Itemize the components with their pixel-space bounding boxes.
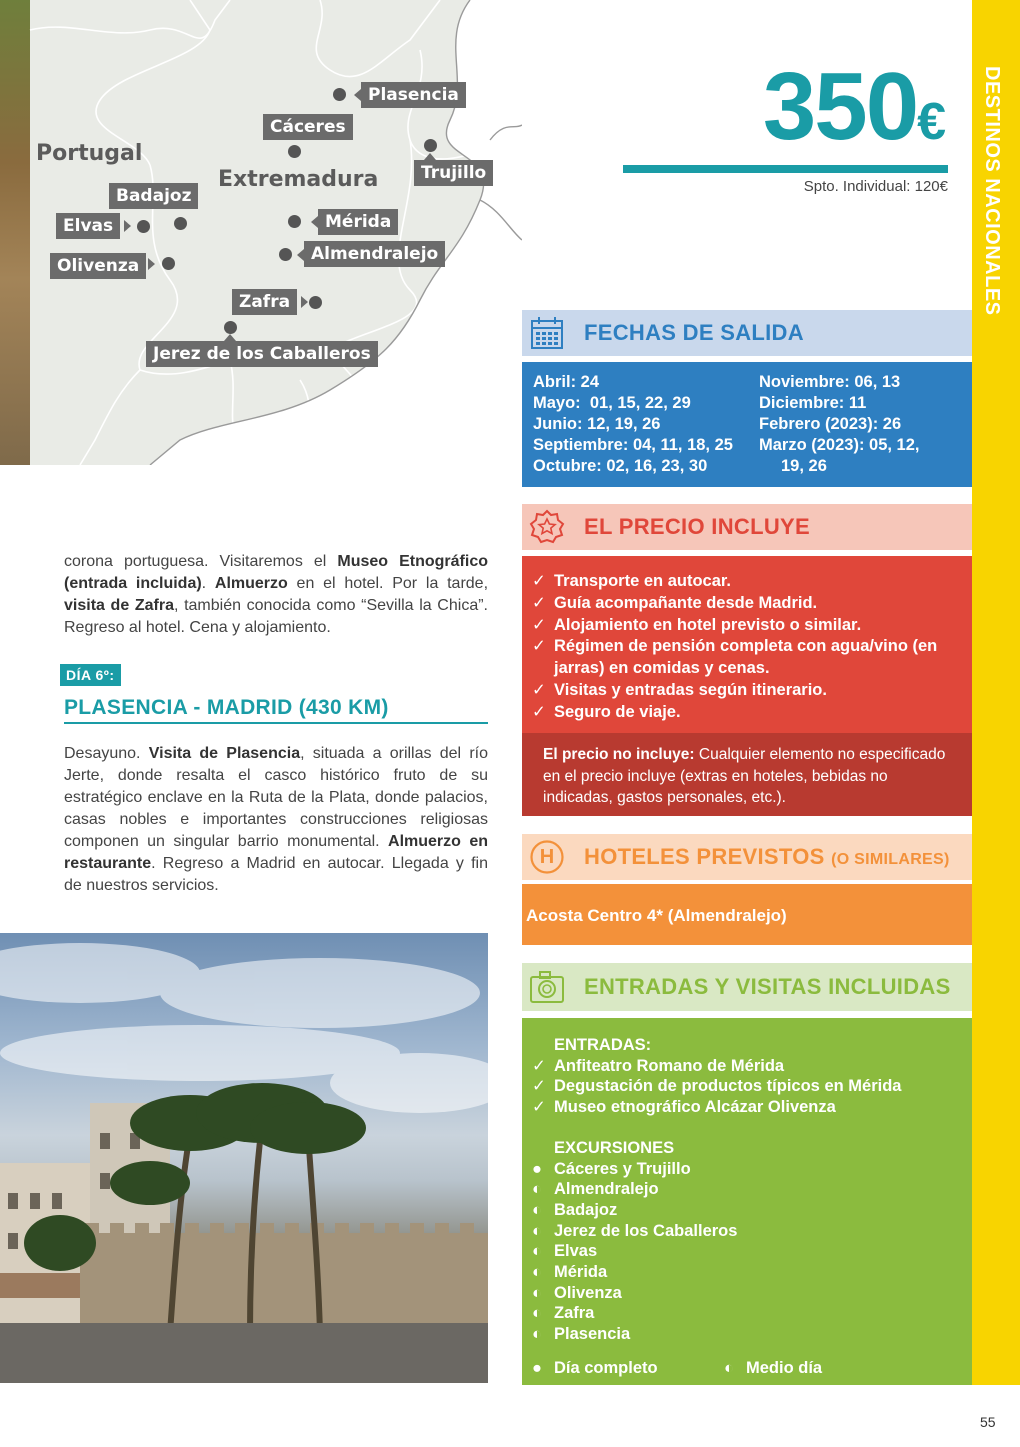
fechas-header — [522, 310, 972, 356]
elvas-pointer — [124, 220, 131, 232]
fecha-row: Abril: 24 — [533, 373, 600, 391]
excursion-item-half: ◐ Elvas — [532, 1242, 598, 1261]
price — [763, 52, 946, 162]
merida-pointer — [311, 216, 318, 228]
excursion-item-full: ● Cáceres y Trujillo — [532, 1159, 691, 1178]
incluye-list — [522, 556, 972, 733]
jerez-dot — [224, 321, 237, 334]
trujillo-pointer — [424, 153, 436, 160]
no-incluye-text: Cualquier elemento no especificado en el precio incluye (extras en hoteles, bebidas no indicadas, gastos personales, etc.). — [543, 746, 946, 806]
city-label-plasencia: Plasencia — [361, 82, 466, 108]
incluye-item: ✓ Alojamiento en hotel previsto o similar. — [532, 615, 862, 634]
incluye-item: ✓ Régimen de pensión completa con agua/vino (en jarras) en comidas y cenas. — [532, 637, 938, 678]
fechas-body — [522, 362, 972, 487]
plasencia-dot — [333, 88, 346, 101]
fechas-right-column — [759, 372, 969, 477]
section-side-label: DESTINOS NACIONALES — [981, 66, 1003, 316]
almendralejo-pointer — [297, 249, 304, 261]
no-incluye-box — [522, 733, 972, 816]
excursion-item-half: ◐ Plasencia — [532, 1325, 631, 1344]
camera-icon — [528, 968, 566, 1006]
fecha-row: Diciembre: 11 — [759, 394, 867, 412]
price-amount: 350 — [762, 53, 918, 160]
excursion-item-half: ◐ Jerez de los Caballeros — [532, 1221, 738, 1240]
price-currency: € — [917, 93, 946, 151]
incluye-item: ✓ Guía acompañante desde Madrid. — [532, 593, 818, 612]
city-label-caceres: Cáceres — [263, 114, 353, 140]
fecha-row: Mayo: 01, 15, 22, 29 — [533, 394, 691, 412]
hoteles-subtitle: (O SIMILARES) — [831, 851, 950, 868]
hoteles-header — [522, 834, 972, 880]
entrada-item: ✓ Degustación de productos típicos en Mérida — [532, 1077, 902, 1096]
intro-paragraph: corona portuguesa. Visitaremos el Museo Etnográfico (entrada incluida). Almuerzo en el hotel. Por la tarde, visita de Zafra, también conocida como “Sevilla la Chica”. Regreso al hotel. Cena y alojamiento. — [64, 553, 489, 636]
fechas-left-column — [533, 372, 763, 477]
entrada-item: ✓ Museo etnográfico Alcázar Olivenza — [532, 1098, 836, 1117]
almendralejo-dot — [279, 248, 292, 261]
fecha-row: Septiembre: 04, 11, 18, 25 — [533, 436, 733, 454]
zafra-dot — [309, 296, 322, 309]
hotel-icon-letter: H — [539, 845, 555, 868]
excursion-item-half: ◐ Badajoz — [532, 1200, 618, 1219]
fecha-row: Febrero (2023): 26 — [759, 415, 902, 433]
legend-full-day: ● Día completo — [532, 1358, 658, 1377]
plasencia-photo — [0, 933, 488, 1383]
elvas-dot — [137, 220, 150, 233]
excursion-item-half: ◐ Mérida — [532, 1263, 608, 1282]
olivenza-pointer — [148, 258, 155, 270]
country-label-portugal: Portugal — [36, 141, 143, 166]
city-label-merida: Mérida — [318, 209, 398, 235]
single-supplement: Spto. Individual: 120€ — [803, 178, 948, 195]
excursion-item-half: ◐ Almendralejo — [532, 1180, 659, 1199]
fecha-row: 19, 26 — [781, 457, 827, 475]
incluye-item: ✓ Seguro de viaje. — [532, 702, 681, 721]
excursiones-label: EXCURSIONES — [554, 1138, 675, 1157]
calendar-icon — [528, 314, 566, 352]
city-label-almendralejo: Almendralejo — [304, 241, 445, 267]
entrada-item: ✓ Anfiteatro Romano de Mérida — [532, 1056, 785, 1075]
plasencia-photo-illustration — [0, 933, 488, 1383]
caceres-dot — [288, 145, 301, 158]
hoteles-title: HOTELES PREVISTOS (O SIMILARES) — [584, 844, 950, 869]
star-badge-icon — [528, 508, 566, 546]
city-label-zafra: Zafra — [232, 289, 297, 315]
fecha-row: Marzo (2023): 05, 12, — [759, 436, 920, 454]
day-6-tag: DÍA 6º: — [60, 664, 121, 686]
day-6-title: PLASENCIA - MADRID (430 KM) — [64, 696, 488, 724]
incluye-item: ✓ Transporte en autocar. — [532, 572, 731, 590]
region-label-extremadura: Extremadura — [218, 167, 379, 192]
fecha-row: Octubre: 02, 16, 23, 30 — [533, 457, 708, 475]
plasencia-pointer — [354, 89, 361, 101]
region-map — [0, 0, 522, 465]
entradas-body — [522, 1018, 972, 1385]
legend-half-day: ◐ Medio día — [724, 1358, 823, 1377]
price-underline — [623, 165, 948, 173]
entradas-title: ENTRADAS Y VISITAS INCLUIDAS — [584, 974, 951, 999]
incluye-item: ✓ Visitas y entradas según itinerario. — [532, 680, 827, 699]
jerez-pointer — [224, 334, 236, 341]
incluye-title: EL PRECIO INCLUYE — [584, 514, 810, 539]
entradas-label: ENTRADAS: — [554, 1036, 652, 1054]
fecha-row: Junio: 12, 19, 26 — [533, 415, 661, 433]
olivenza-dot — [162, 257, 175, 270]
entradas-header — [522, 963, 972, 1011]
fechas-title: FECHAS DE SALIDA — [584, 320, 804, 345]
excursion-item-half: ◐ Zafra — [532, 1304, 595, 1323]
city-label-trujillo: Trujillo — [414, 160, 493, 186]
badajoz-dot — [174, 217, 187, 230]
city-label-elvas: Elvas — [56, 213, 120, 239]
excursion-legend — [532, 1358, 962, 1379]
city-label-badajoz: Badajoz — [109, 183, 198, 209]
no-incluye-label: El precio no incluye: — [543, 746, 695, 763]
hotel-name: Acosta Centro 4* (Almendralejo) — [522, 884, 972, 945]
incluye-header — [522, 504, 972, 550]
fecha-row: Noviembre: 06, 13 — [759, 373, 901, 391]
city-label-olivenza: Olivenza — [50, 253, 146, 279]
excursion-item-half: ◐ Olivenza — [532, 1283, 622, 1302]
page-number: 55 — [980, 1414, 996, 1430]
merida-dot — [288, 215, 301, 228]
hotel-icon — [528, 838, 566, 876]
day-6-paragraph: Desayuno. Visita de Plasencia, situada a orillas del río Jerte, donde resalta el casco histórico fruto de su estratégico enclave en la Ruta de la Plata, donde palacios, casas nobles e importantes construcciones religiosas componen un singular barrio monumental. Almuerzo en restaurante. Regreso a Madrid en autocar. Llegada y fin de nuestros servicios. — [64, 745, 488, 894]
trujillo-dot — [424, 139, 437, 152]
city-label-jerez: Jerez de los Caballeros — [146, 341, 378, 367]
zafra-pointer — [301, 296, 308, 308]
